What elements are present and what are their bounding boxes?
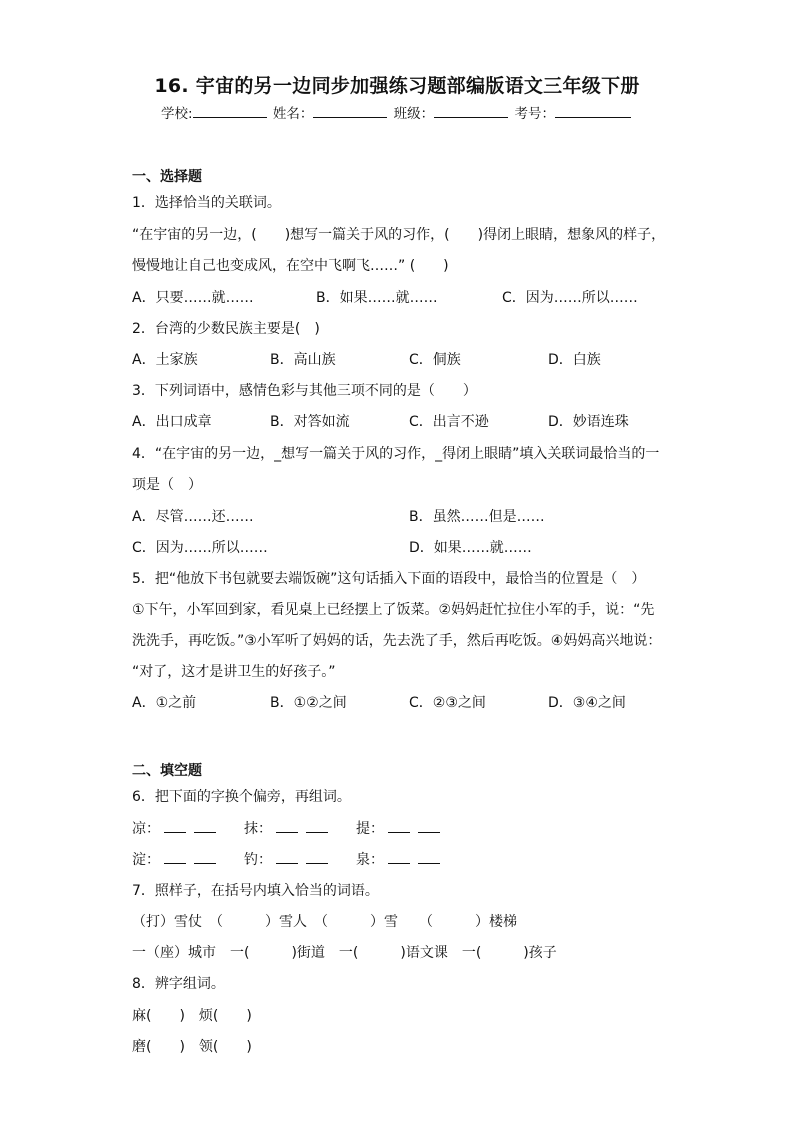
q6-item bbox=[356, 818, 444, 838]
question-5-passage-line1: ①下午，小军回到家，看见桌上已经摆上了饭菜。②妈妈赶忙拉住小军的手，说：“先 bbox=[132, 602, 655, 618]
school-label: 学校: bbox=[161, 106, 193, 122]
section-heading-choice: 一、选择题 bbox=[132, 169, 202, 185]
q1-option-c[interactable]: C．因为……所以…… bbox=[502, 290, 638, 306]
q6-char-label: 淀： bbox=[132, 852, 160, 868]
question-2-stem: 2．台湾的少数民族主要是( ) bbox=[132, 321, 320, 337]
class-label: 班级： bbox=[393, 106, 435, 122]
question-5-stem: 5．把“他放下书包就要去端饭碗”这句话插入下面的语段中，最恰当的位置是（ ） bbox=[132, 571, 646, 587]
q6-char-label: 钓： bbox=[244, 852, 272, 868]
name-blank[interactable] bbox=[313, 103, 387, 118]
question-4-line2: 项是（ ） bbox=[132, 477, 202, 493]
question-7-stem: 7．照样子，在括号内填入恰当的词语。 bbox=[132, 883, 379, 899]
answer-blank[interactable] bbox=[164, 820, 186, 833]
q2-option-a[interactable]: A．土家族 bbox=[132, 352, 198, 368]
answer-blank[interactable] bbox=[306, 851, 328, 864]
q5-option-d[interactable]: D．③④之间 bbox=[548, 695, 626, 711]
question-8-stem: 8．辨字组词。 bbox=[132, 976, 225, 992]
class-blank[interactable] bbox=[434, 103, 508, 118]
question-8-row2: 磨( ) 领( ) bbox=[132, 1039, 252, 1055]
question-8-row1: 麻( ) 烦( ) bbox=[132, 1008, 252, 1024]
q6-char-label: 凉： bbox=[132, 821, 160, 837]
q5-option-c[interactable]: C．②③之间 bbox=[409, 695, 486, 711]
question-6-stem: 6．把下面的字换个偏旁，再组词。 bbox=[132, 789, 351, 805]
q5-option-a[interactable]: A．①之前 bbox=[132, 695, 197, 711]
q3-option-b[interactable]: B．对答如流 bbox=[270, 414, 350, 430]
question-5-passage-line3: “对了，这才是讲卫生的好孩子。” bbox=[132, 664, 336, 680]
q1-option-a[interactable]: A．只要……就…… bbox=[132, 290, 254, 306]
q6-item bbox=[132, 818, 220, 838]
q4-option-b[interactable]: B．虽然……但是…… bbox=[409, 509, 545, 525]
question-1-line1: “在宇宙的另一边，( )想写一篇关于风的习作，( )得闭上眼睛，想象风的样子， bbox=[132, 227, 666, 243]
q4-option-d[interactable]: D．如果……就…… bbox=[409, 540, 532, 556]
q6-item bbox=[356, 849, 444, 869]
q6-char-label: 提： bbox=[356, 821, 384, 837]
question-7-row1: （打）雪仗 （ ）雪人 （ ）雪 （ ）楼梯 bbox=[132, 914, 517, 930]
question-7-row2: 一（座）城市 一( )街道 一( )语文课 一( )孩子 bbox=[132, 945, 557, 961]
q2-option-d[interactable]: D．白族 bbox=[548, 352, 601, 368]
q6-item bbox=[244, 818, 332, 838]
question-1-stem: 1．选择恰当的关联词。 bbox=[132, 195, 281, 211]
q3-option-d[interactable]: D．妙语连珠 bbox=[548, 414, 629, 430]
number-label: 考号： bbox=[514, 106, 555, 122]
question-3-stem: 3．下列词语中，感情色彩与其他三项不同的是（ ） bbox=[132, 383, 477, 399]
section-heading-fill: 二、填空题 bbox=[132, 763, 202, 779]
answer-blank[interactable] bbox=[388, 820, 410, 833]
answer-blank[interactable] bbox=[194, 820, 216, 833]
q2-option-b[interactable]: B．高山族 bbox=[270, 352, 336, 368]
q6-char-label: 泉： bbox=[356, 852, 384, 868]
q3-option-a[interactable]: A．出口成章 bbox=[132, 414, 212, 430]
q6-item bbox=[244, 849, 332, 869]
q4-option-c[interactable]: C．因为……所以…… bbox=[132, 540, 268, 556]
school-blank[interactable] bbox=[193, 103, 267, 118]
answer-blank[interactable] bbox=[276, 820, 298, 833]
q3-option-c[interactable]: C．出言不逊 bbox=[409, 414, 489, 430]
document-title: 16. 宇宙的另一边同步加强练习题部编版语文三年级下册 bbox=[154, 75, 640, 97]
answer-blank[interactable] bbox=[306, 820, 328, 833]
q6-char-label: 抹： bbox=[244, 821, 272, 837]
student-info-line bbox=[0, 102, 794, 122]
answer-blank[interactable] bbox=[388, 851, 410, 864]
number-blank[interactable] bbox=[555, 103, 631, 118]
q2-option-c[interactable]: C．侗族 bbox=[409, 352, 461, 368]
question-5-passage-line2: 洗洗手，再吃饭。”③小军听了妈妈的话，先去洗了手，然后再吃饭。④妈妈高兴地说： bbox=[132, 633, 662, 649]
answer-blank[interactable] bbox=[194, 851, 216, 864]
q6-item bbox=[132, 849, 220, 869]
answer-blank[interactable] bbox=[164, 851, 186, 864]
q1-option-b[interactable]: B．如果……就…… bbox=[316, 290, 438, 306]
answer-blank[interactable] bbox=[418, 851, 440, 864]
q5-option-b[interactable]: B．①②之间 bbox=[270, 695, 347, 711]
question-4-line1: 4．“在宇宙的另一边，_想写一篇关于风的习作，_得闭上眼睛”填入关联词最恰当的一 bbox=[132, 446, 660, 462]
name-label: 姓名： bbox=[272, 106, 314, 122]
answer-blank[interactable] bbox=[276, 851, 298, 864]
question-1-line2: 慢慢地让自己也变成风，在空中飞啊飞……” ( ) bbox=[132, 258, 449, 274]
q4-option-a[interactable]: A．尽管……还…… bbox=[132, 509, 254, 525]
answer-blank[interactable] bbox=[418, 820, 440, 833]
